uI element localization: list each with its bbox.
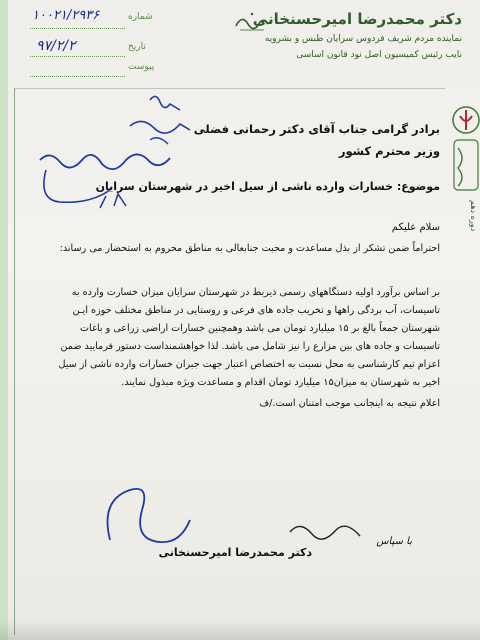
letter-date: ۹۷/۲/۲ bbox=[36, 38, 76, 54]
number-line bbox=[30, 28, 125, 29]
letterhead-line2: نایب رئیس کمیسیون اصل نود قانون اساسی bbox=[296, 50, 462, 60]
date-label: تاریخ bbox=[128, 42, 146, 52]
letterhead-name: دکتر محمدرضا امیرحسنخانی bbox=[252, 10, 462, 28]
greeting-title: وزیر محترم کشور bbox=[338, 144, 440, 158]
paragraph-2: بر اساس برآورد اولیه دستگاههای رسمی ذیربط در شهرستان سرایان میزان خسارت وارده به تاسیسات، آب بردگی راهها و تخریب جاده های فرعی و روستایی در مناطق مختلف حوزه ایـن شهرستان جمعاً بالغ بر ۱۵ میلیارد تومان می باشد وهمچنین خسارات اراضی زراعی و باغات تاسیسات و جاده های بین مزارع را نیز شامل می باشد. لذا خواهشمنداست دستور فرمایید ضمن اعزام تیم کارشناسی به محل نسبت به اختصاص اعتبار جهت جبران خسارات وارده ناشی از سیل اخیر به شهرستان به میزان۱۵ میلیارد تومان اقدام و مساعدت ویژه مبذول نمایند. bbox=[58, 287, 440, 388]
greeting: برادر گرامی جناب آقای دکتر رحمانی فضلی bbox=[193, 122, 440, 136]
signer-name: دکتر محمدرضا امیرحسنخانی bbox=[158, 546, 312, 559]
signature-text: با سپاس bbox=[376, 536, 412, 547]
parliament-emblem bbox=[448, 100, 480, 196]
attachment-line bbox=[30, 76, 125, 77]
subject-line: موضوع: خسارات وارده ناشی از سیل اخیر در شهرستان سرایان bbox=[95, 180, 440, 193]
letterhead-strip bbox=[0, 0, 8, 640]
salutation: سلام علیکم bbox=[391, 222, 440, 233]
term-label: دوره دهم bbox=[469, 200, 478, 232]
paragraph-1: احتراماً ضمن تشکر از بذل مساعدت و محبت جنابعالی به مناطق محروم به استحضار می رساند: bbox=[59, 243, 440, 254]
date-line bbox=[30, 56, 125, 57]
attachment-label: پیوست bbox=[128, 62, 155, 72]
number-label: شماره bbox=[128, 12, 153, 22]
letterhead-line1: نماینده مردم شریف فردوس سرایان طبس و بشرویه bbox=[264, 34, 462, 44]
photo-shadow bbox=[0, 618, 480, 640]
closing-line: اعلام نتیجه به اینجانب موجب امتنان است./ف bbox=[259, 398, 440, 409]
handwritten-note bbox=[30, 90, 220, 230]
letter-number: ۱۰۰۲۱/۲۹۳۶ bbox=[32, 8, 100, 23]
